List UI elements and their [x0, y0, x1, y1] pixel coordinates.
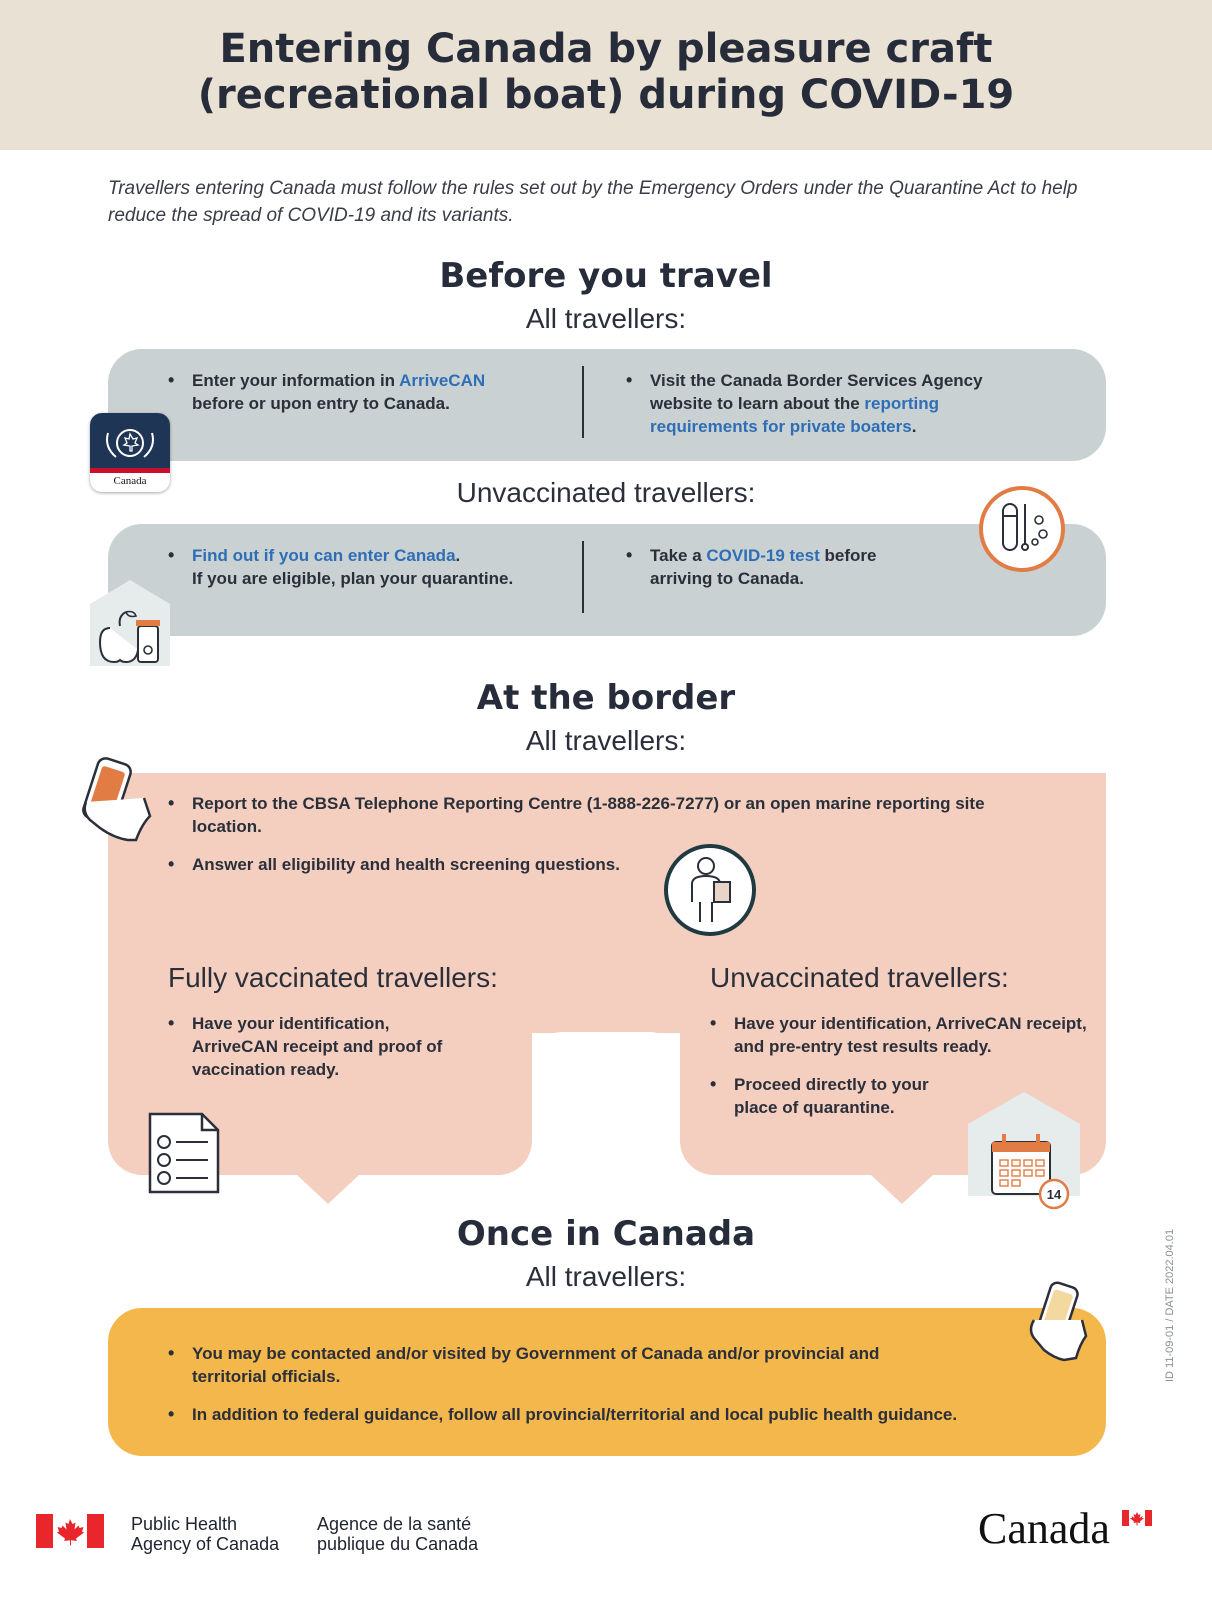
title-line-1: Entering Canada by pleasure craft [219, 26, 993, 72]
intro-text: Travellers entering Canada must follow the rules set out by the Emergency Orders under the Quarantine Act to help reduce the spread of COVID-19 and its variants. [108, 178, 1078, 226]
list-item: • Enter your information in ArriveCAN before or upon entry to Canada. [168, 369, 548, 415]
list-item: • Have your identification, ArriveCAN receipt and proof of vaccination ready. [168, 1012, 458, 1081]
border-officer-icon [662, 842, 758, 938]
section-title-border: At the border [476, 678, 736, 718]
phone-contact-icon [1024, 1280, 1088, 1362]
before-unvax-left-list [168, 544, 568, 590]
list-item: • Answer all eligibility and health screening questions. [168, 853, 1048, 876]
phone-in-hand-icon [80, 752, 164, 846]
quarantine-home-icon [88, 578, 172, 668]
list-item: • You may be contacted and/or visited by Government of Canada and/or provincial and territorial officials. [168, 1342, 908, 1388]
list-item: • Take a COVID-19 test before arriving to Canada. [626, 544, 936, 590]
calendar-quarantine-icon [966, 1090, 1082, 1212]
subtitle-border-unvax: Unvaccinated travellers: [710, 962, 1009, 993]
box-notch [532, 1032, 680, 1192]
subtitle-before-unvax: Unvaccinated travellers: [456, 477, 756, 508]
divider [582, 366, 584, 438]
document-id: ID 11-09-01 / DATE 2022.04.01 [1164, 1228, 1176, 1382]
pointer-arrow [296, 1174, 360, 1206]
before-all-right-list [626, 369, 1026, 438]
checklist-icon [146, 1110, 222, 1196]
before-all-left-list [168, 369, 548, 415]
canada-wordmark: Canada [978, 1504, 1110, 1553]
reporting-requirements-link[interactable]: reporting requirements for private boaters [650, 394, 940, 436]
page-title [0, 26, 1212, 118]
subtitle-border-vax: Fully vaccinated travellers: [168, 962, 498, 993]
calendar-badge-number: 14 [1046, 1187, 1062, 1202]
covid-test-tube-icon [977, 484, 1067, 574]
arrivecan-link[interactable]: ArriveCAN [399, 371, 486, 390]
pointer-arrow [870, 1174, 934, 1206]
find-out-entry-link[interactable]: Find out if you can enter Canada [192, 546, 456, 565]
divider [582, 541, 584, 613]
before-unvax-right-list [626, 544, 936, 590]
list-item: • Proceed directly to your place of quarantine. [710, 1073, 950, 1119]
section-title-before: Before you travel [439, 256, 773, 296]
subtitle-once-all: All travellers: [525, 1261, 687, 1292]
covid-test-link[interactable]: COVID-19 test [706, 546, 820, 565]
list-item: • Have your identification, ArriveCAN receipt, and pre-entry test results ready. [710, 1012, 1090, 1058]
list-item: • Report to the CBSA Telephone Reporting Centre (1-888-226-7277) or an open marine reporting site location. [168, 792, 1048, 838]
subtitle-before-all: All travellers: [525, 303, 687, 334]
agency-name-en: Public Health Agency of Canada [131, 1514, 280, 1554]
section-title-once: Once in Canada [456, 1214, 756, 1254]
agency-name-fr: Agence de la santé publique du Canada [317, 1514, 479, 1554]
subtitle-border-all: All travellers: [525, 725, 687, 756]
canada-flag-icon [36, 1514, 104, 1548]
wordmark-flag-icon [1122, 1510, 1152, 1526]
border-all-list [168, 792, 1048, 876]
once-all-list [168, 1342, 1028, 1426]
border-vax-list [168, 1012, 458, 1081]
title-line-2: (recreational boat) during COVID-19 [197, 72, 1015, 118]
app-icon-label: Canada [113, 475, 147, 487]
list-item: • Visit the Canada Border Services Agency website to learn about the reporting requirements for private boaters. [626, 369, 1026, 438]
list-item: • Find out if you can enter Canada. If you are eligible, plan your quarantine. [168, 544, 568, 590]
list-item: • In addition to federal guidance, follow all provincial/territorial and local public health guidance. [168, 1403, 1028, 1426]
